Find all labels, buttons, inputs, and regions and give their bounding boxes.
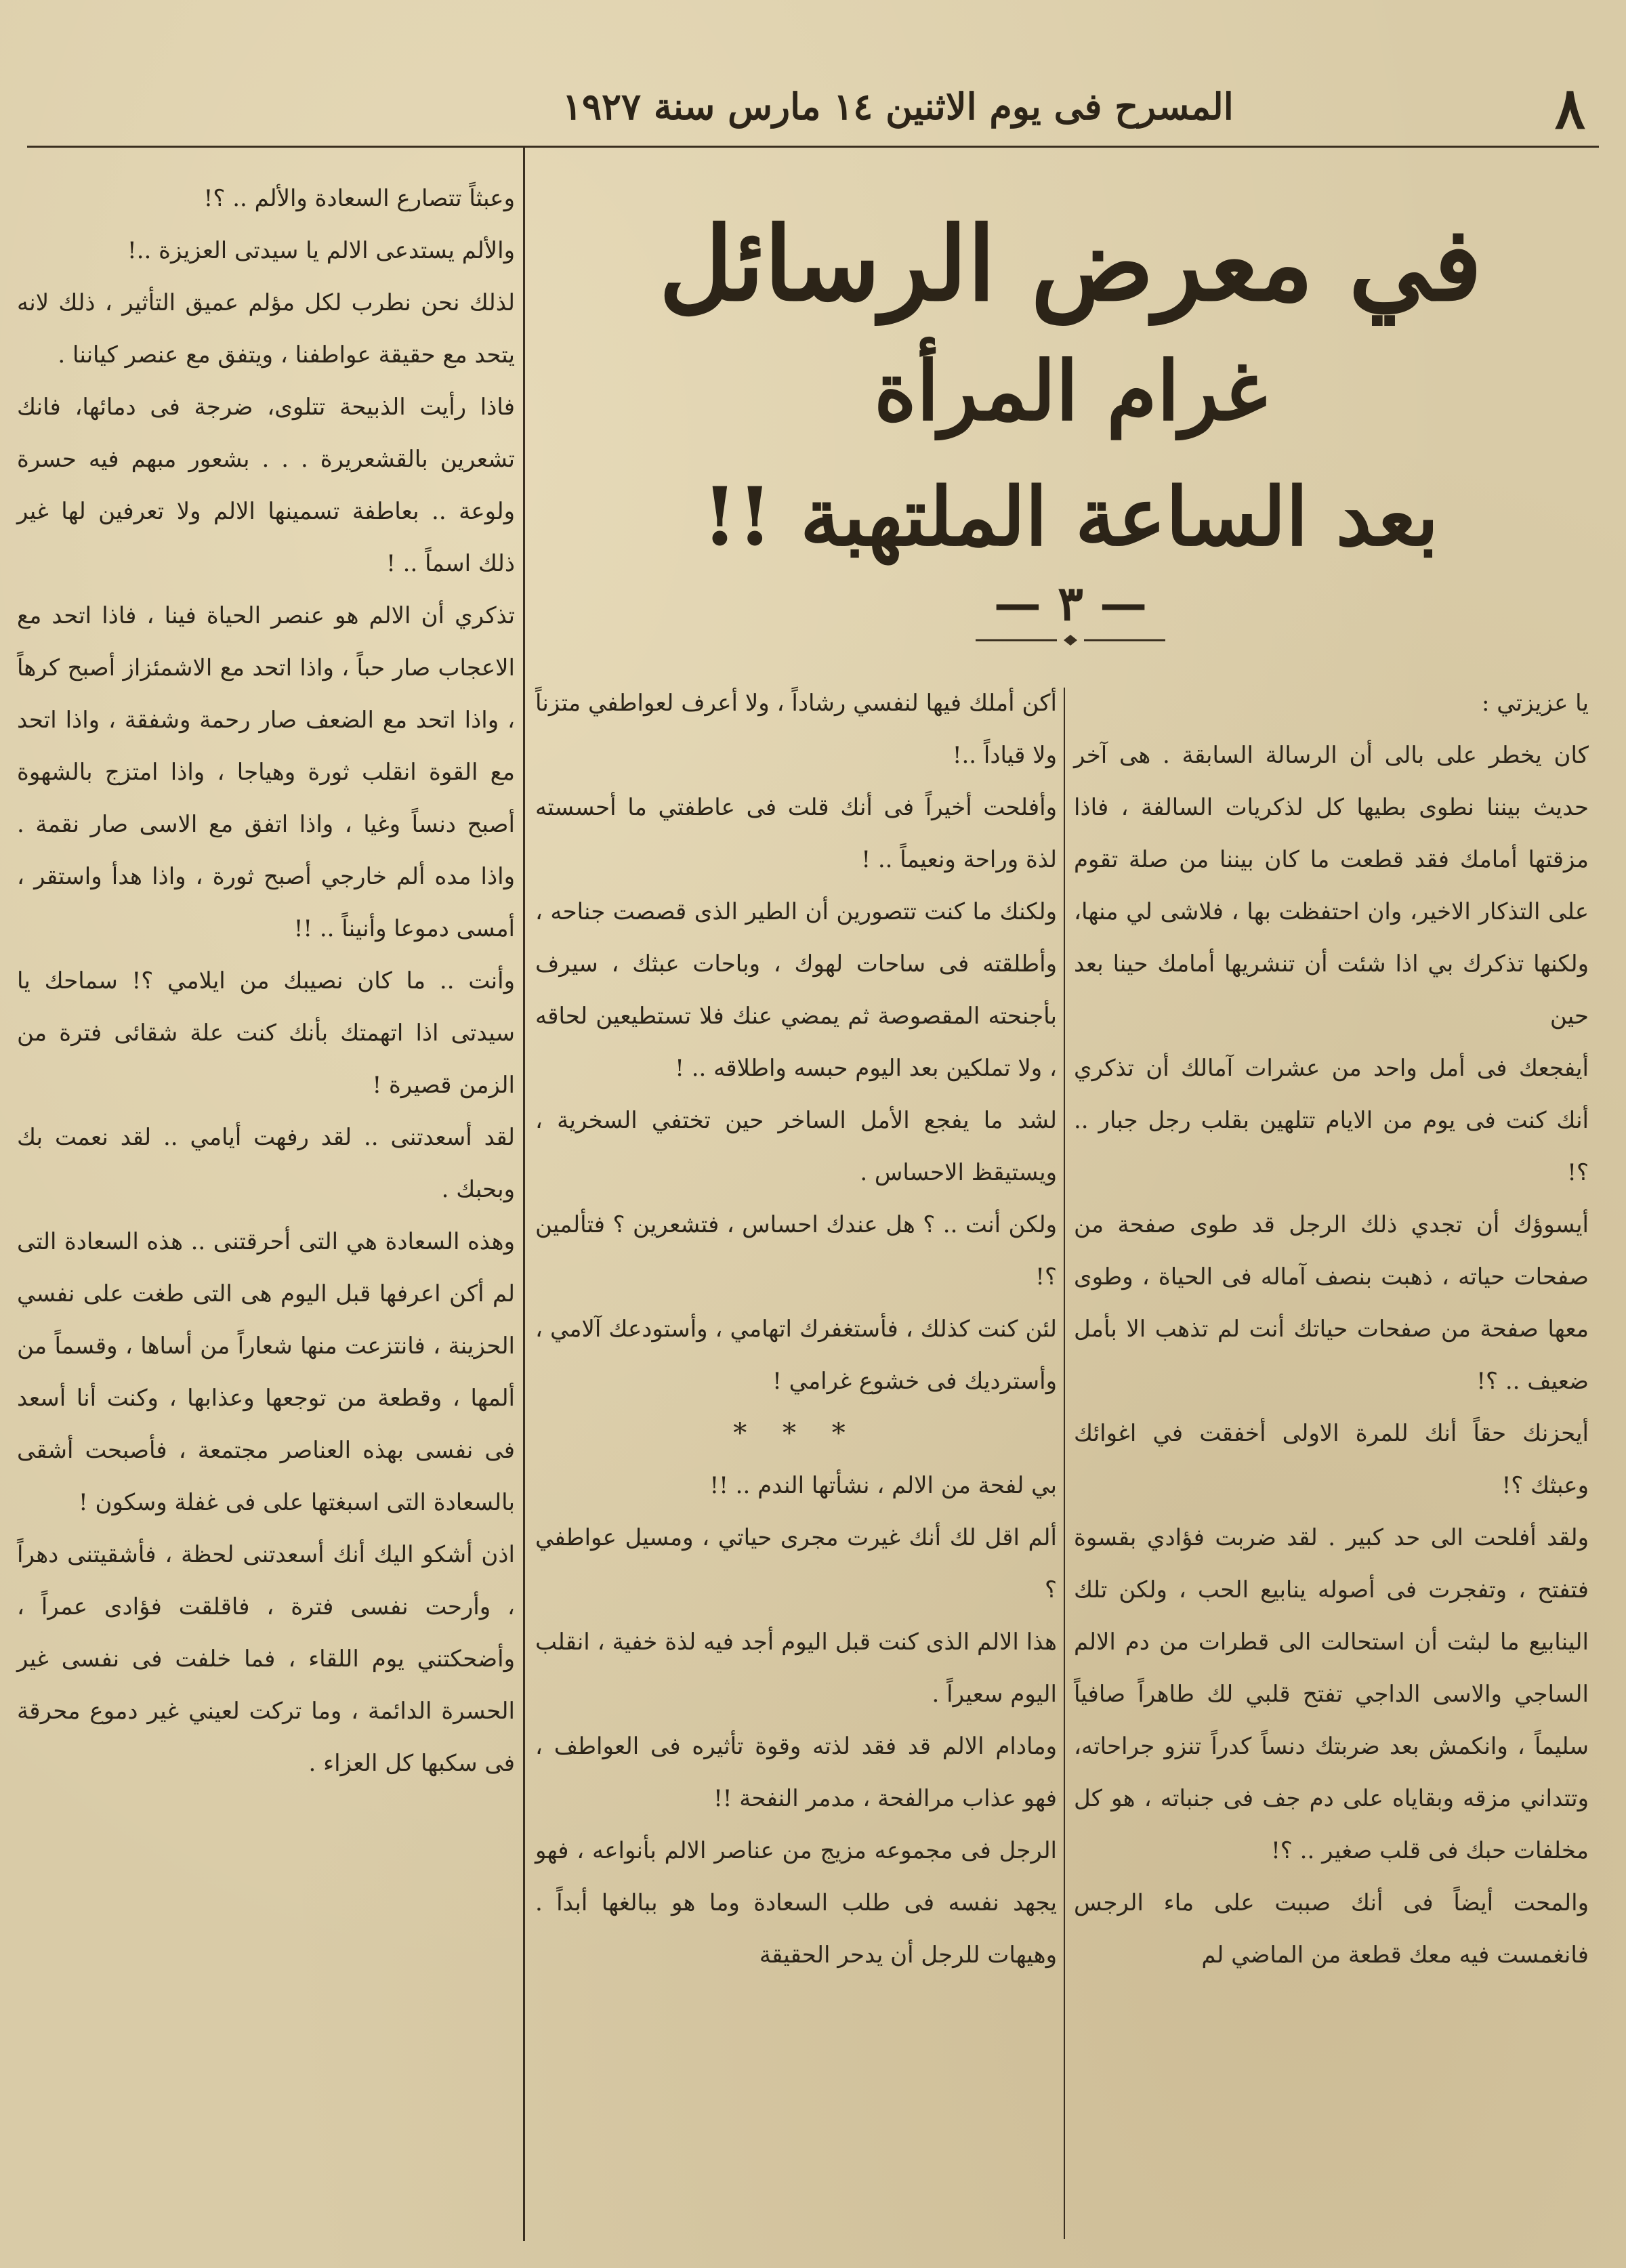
- section-separator: * * *: [733, 1418, 859, 1449]
- paragraph: والألم يستدعى الالم يا سيدتى العزيزة ..!: [127, 237, 515, 264]
- part-number: — ٣ —: [993, 575, 1148, 632]
- paragraph: ألم اقل لك أنك غيرت مجرى حياتي ، ومسيل عواطفي ؟: [535, 1524, 1057, 1603]
- paragraph: أيسوؤك أن تجدي ذلك الرجل قد طوى صفحة من صفحات حياته ، ذهبت بنصف آماله فى الحياة ، وطوى معها صفحة من صفحات حياتك أنت لم تذهب الا بأمل ضعيف .. ؟!: [1074, 1211, 1589, 1395]
- paragraph: تذكري أن الالم هو عنصر الحياة فينا ، فاذا اتحد مع الاعجاب صار حباً ، واذا اتحد مع الاشمئزاز أصبح كرهاً ، واذا اتحد مع الضعف صار رحمة وشفقة ، واذا اتحد مع القوة انقلب ثورة وهياجا ، واذا امتزج بالشهوة أصبح دنساً وغيا ، واذا اتفق مع الاسى صار نقمة . واذا مده ألم خارجي أصبح ثورة ، واذا هدأ واستقر ، أمسى دموعا وأنيناً .. !!: [17, 602, 515, 942]
- paragraph: وأفلحت أخيراً فى أنك قلت فى عاطفتي ما أحسسته لذة وراحة ونعيماً .. !: [535, 794, 1057, 873]
- paragraph: كان يخطر على بالى أن الرسالة السابقة . هى آخر حديث بيننا نطوى بطيها كل لذكريات السالفة ، فاذا مزقتها أمامك فقد قطعت ما كان بيننا من صلة تقوم على التذكار الاخير، وان احتفظت بها ، فلاشى لي منها، ولكنها تذكرك بي اذا شئت أن تنشريها أمامك حينا بعد حين: [1074, 742, 1589, 1030]
- article-subtitle: غرام المرأة: [873, 343, 1268, 439]
- main-column-divider: [523, 148, 525, 2241]
- paragraph: وأنت .. ما كان نصيبك من ايلامي ؟! سماحك يا سيدتى اذا اتهمتك بأنك كنت علة شقائى فترة من الزمن قصيرة !: [17, 967, 515, 1099]
- paragraph: بي لفحة من الالم ، نشأتها الندم .. !!: [709, 1472, 1057, 1499]
- ornament-divider: [976, 633, 1165, 647]
- article-title: في معرض الرسائل: [659, 205, 1482, 324]
- page-header: [27, 64, 1599, 148]
- page-number: ٨: [1554, 75, 1585, 142]
- paragraph: ولقد أفلحت الى حد كبير . لقد ضربت فؤادي بقسوة فتفتح ، وتفجرت فى أصوله ينابيع الحب ، ولكن تلك الينابيع ما لبثت أن استحالت الى قطرات من دم الالم الساجي والاسى الداجي تفتح قلبي لك طاهراً صافياً سليماً ، وانكمش بعد ضربتك دنساً كدراً تنزو جراحاته، وتتداني مزقه وبقاياه على دم جف فى جنباته ، هو كل مخلفات حبك فى قلب صغير .. ؟!: [1074, 1524, 1589, 1864]
- article-column-left: [17, 173, 515, 1790]
- paragraph: هذا الالم الذى كنت قبل اليوم أجد فيه لذة خفية ، انقلب اليوم سعيراً .: [535, 1629, 1057, 1708]
- paragraph: لقد أسعدتنى .. لقد رفهت أيامي .. لقد نعمت بك وبحبك .: [17, 1124, 515, 1203]
- publication-line: المسرح فى يوم الاثنين ١٤ مارس سنة ١٩٢٧: [562, 85, 1234, 128]
- paragraph: يا عزيزتي :: [1482, 690, 1589, 717]
- paragraph: أيفجعك فى أمل واحد من عشرات آمالك أن تذكري أنك كنت فى يوم من الايام تتلهين بقلب رجل جبار .. ؟!: [1074, 1055, 1589, 1186]
- article-column-right: [1074, 677, 1589, 1981]
- paragraph: أيحزنك حقاً أنك للمرة الاولى أخفقت في اغوائك وعبثك ؟!: [1074, 1420, 1589, 1499]
- paragraph: وهذه السعادة هي التى أحرقتنى .. هذه السعادة التى لم أكن اعرفها قبل اليوم هى التى طغت على نفسي الحزينة ، فانتزعت منها شعاراً من أساها ، وقسماً من ألمها ، وقطعة من توجعها وعذابها ، وكنت أنا أسعد فى نفسى بهذه العناصر مجتمعة ، فأصبحت أشقى بالسعادة التى اسبغتها على فى غفلة وسكون !: [17, 1228, 515, 1516]
- paragraph: لذلك نحن نطرب لكل مؤلم عميق التأثير ، ذلك لانه يتحد مع حقيقة عواطفنا ، ويتفق مع عنصر كياننا .: [17, 289, 515, 369]
- paragraph: ومادام الالم قد فقد لذته وقوة تأثيره فى العواطف ، فهو عذاب مرالفحة ، مدمر النفحة !!: [535, 1733, 1057, 1812]
- article-column-divider: [1064, 688, 1065, 2239]
- article-heading: [542, 203, 1599, 632]
- paragraph: لشد ما يفجع الأمل الساخر حين تختفي السخرية ، ويستيقظ الاحساس .: [535, 1107, 1057, 1186]
- paragraph: اذن أشكو اليك أنك أسعدتنى لحظة ، فأشقيتنى دهراً ، وأرحت نفسى فترة ، فاقلقت فؤادى عمراً ، وأضحكتني يوم اللقاء ، فما خلفت فى نفسى غير الحسرة الدائمة ، وما تركت لعيني غير دموع محرقة فى سكبها كل العزاء .: [17, 1541, 515, 1777]
- paragraph: ولكن أنت .. ؟ هل عندك احساس ، فتشعرين ؟ فتألمين ؟!: [535, 1211, 1057, 1290]
- paragraph: فاذا رأيت الذبيحة تتلوى، ضرجة فى دمائها، فانك تشعرين بالقشعريرة . . . بشعور مبهم فيه حسرة ولوعة .. بعاطفة تسمينها الالم ولا تعرفين لها غير ذلك اسماً .. !: [17, 394, 515, 577]
- paragraph: أكن أملك فيها لنفسي رشاداً ، ولا أعرف لعواطفي متزناً ولا قياداً ..!: [535, 690, 1057, 769]
- paragraph: الرجل فى مجموعه مزيج من عناصر الالم بأنواعه ، فهو يجهد نفسه فى طلب السعادة وما هو ببالغها أبداً . وهيهات للرجل أن يدحر الحقيقة: [535, 1837, 1057, 1969]
- paragraph: وعبثاً تتصارع السعادة والألم .. ؟!: [203, 185, 515, 212]
- article-headline: بعد الساعة الملتهبة !!: [702, 469, 1439, 564]
- paragraph: ولكنك ما كنت تتصورين أن الطير الذى قصصت جناحه ، وأطلقته فى ساحات لهوك ، وباحات عبثك ، سيرف بأجنحته المقصوصة ثم يمضي عنك فلا تستطيعين لحاقه ، ولا تملكين بعد اليوم حبسه واطلاقه .. !: [535, 898, 1057, 1082]
- paragraph: والمحت أيضاً فى أنك صببت على ماء الرجس فانغمست فيه معك قطعة من الماضي لم: [1074, 1889, 1589, 1969]
- paragraph: لئن كنت كذلك ، فأستغفرك اتهامي ، وأستودعك آلامي ، وأسترديك فى خشوع غرامي !: [535, 1316, 1057, 1395]
- article-column-middle: [535, 677, 1057, 1981]
